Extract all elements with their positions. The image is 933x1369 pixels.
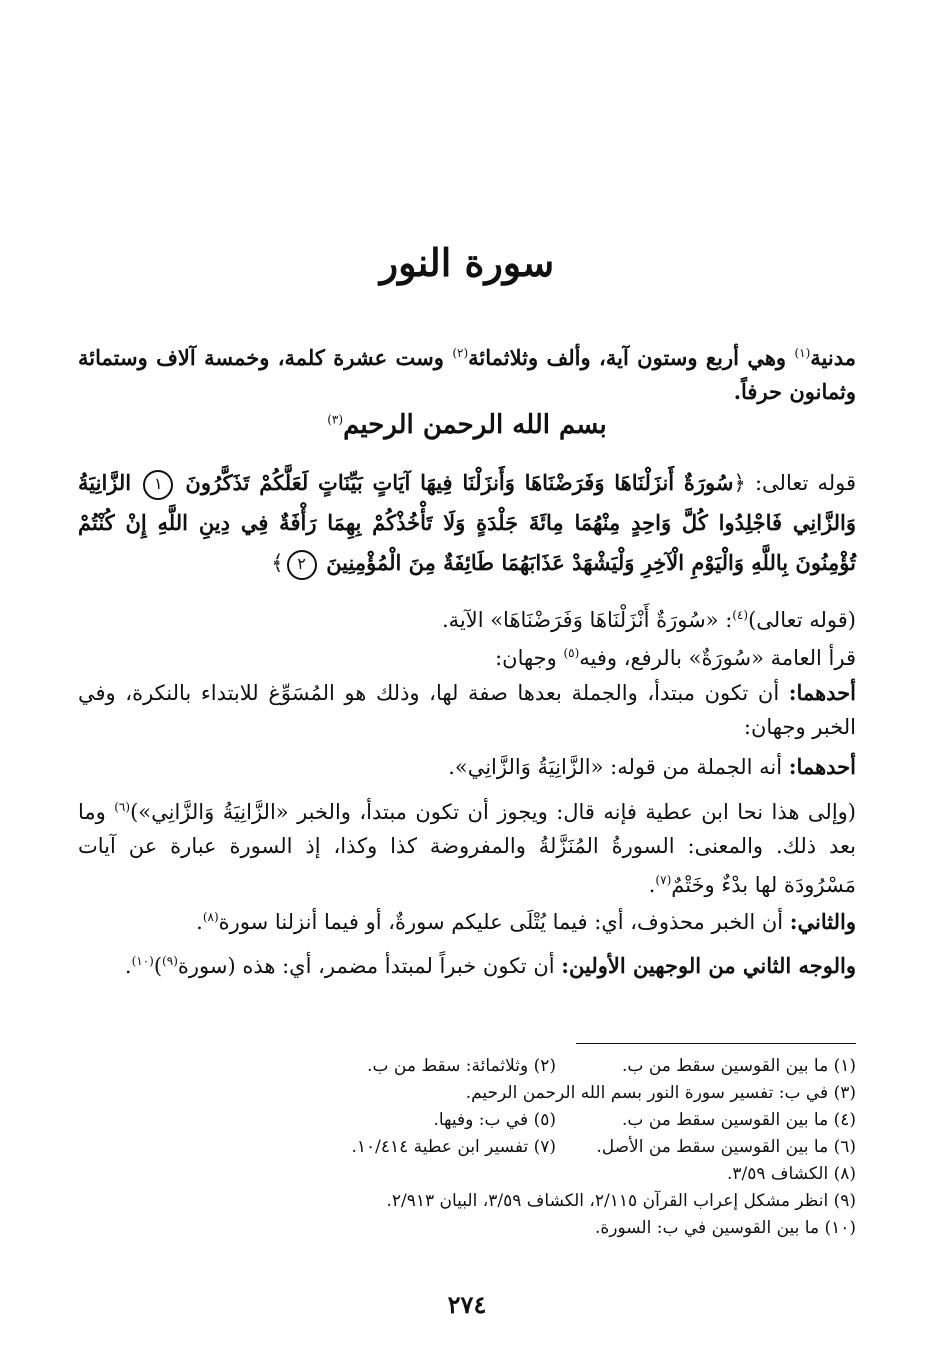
commentary-text: قرأ العامة «سُورَةٌ» بالرفع، وفيه [579,646,856,670]
commentary-text: أنه الجملة من قوله: «الزَّانِيَةُ وَالزَّانِي». [448,755,789,779]
intro-text-1: مدنية [810,345,856,370]
footnote-row [78,1107,856,1134]
footnote-9: (٩) انظر مشكل إعراب القرآن ٢/١١٥، الكشاف ٣/٥٩، البيان ٢/٩١٣. [386,1191,856,1211]
footnote-7: (٧) تفسير ابن عطية ١٠/٤١٤. [351,1137,556,1157]
verse-part-2: الزَّانِيَةُ وَالزَّانِي فَاجْلِدُوا كُلَّ وَاحِدٍ مِنْهُمَا مِائَةَ جَلْدَةٍ وَلَا تَأْخُذْكُمْ بِهِمَا رَأْفَةٌ فِي دِينِ اللَّهِ إِنْ كُنْتُمْ تُؤْمِنُونَ بِاللَّهِ وَالْيَوْمِ الْآخِرِ وَلْيَشْهَدْ عَذَابَهُمَا طَائِفَةٌ مِنَ الْمُؤْمِنِينَ [78,470,856,575]
commentary-line-1 [78,598,856,637]
footnote-5: (٥) في ب: وفيها. [433,1110,556,1130]
commentary-heading: أحدهما: [788,680,856,705]
commentary-heading: والثاني: [789,909,856,934]
surah-intro [78,336,856,409]
commentary-text: وجهان: [495,646,564,670]
commentary-text: (وإلى هذا نحا ابن عطية فإنه قال: ويجوز أن تكون مبتدأ، والخبر «الزَّانِيَةُ وَالزَّانِي») [130,800,856,824]
book-page [78,0,856,1369]
commentary-text: . [196,910,203,934]
footnote-ref: (٨) [202,910,219,924]
commentary-para-5 [78,790,856,902]
quran-verse [78,463,856,583]
commentary-text: . [648,873,656,897]
footnote-1: (١) ما بين القوسين سقط من ب. [622,1056,856,1076]
footnote-row [78,1188,856,1215]
verse-intro: قوله تعالى: ﴿ [733,471,856,495]
basmala-text: بسم الله الرحمن الرحيم [343,410,607,440]
ayah-number-2: ٢ [287,550,317,580]
footnote-row [78,1053,856,1080]
commentary-text: . [124,954,132,978]
footnote-divider [576,1043,856,1044]
basmala-note: (٣) [327,412,344,427]
commentary-line-2 [78,636,856,675]
commentary-para-4 [78,750,856,784]
footnote-8: (٨) الكشاف ٣/٥٩. [726,1164,856,1184]
commentary-text: وما بعد ذلك. والمعنى: السورةُ المُنَزَّلةُ والمفروضة كذا وكذا، إذ السورة عبارة عن آيات مَسْرُودَة لها بدْءٌ وخَتْمٌ [78,800,856,897]
commentary-para-6 [78,900,856,939]
footnote-ref: (٦) [114,800,131,814]
footnote-ref: (٥) [563,646,580,660]
footnote-ref: (٤) [732,608,749,622]
footnote-row [78,1215,856,1242]
ayah-number-1: ١ [143,470,173,500]
footnote-6: (٦) ما بين القوسين سقط من الأصل. [596,1137,856,1157]
footnote-ref: (٧) [655,873,672,887]
commentary-text: (قوله تعالى) [748,608,856,632]
intro-note-1: (١) [794,346,811,360]
footnote-row [78,1134,856,1161]
commentary-text: ) [153,954,163,978]
verse-close: ﴾ [271,551,284,575]
page-number: ٢٧٤ [447,1290,487,1319]
commentary-text: أن تكون مبتدأ، والجملة بعدها صفة لها، وذلك هو المُسَوِّغ للابتداء بالنكرة، وفي الخبر وجهان: [78,681,856,739]
intro-text-3: وست عشرة كلمة، وخمسة آلاف وستمائة وثمانون حرفاً. [78,345,856,404]
basmala [78,410,856,440]
commentary-text: : «سُورَةٌ أَنْزَلْنَاهَا وَفَرَضْنَاهَا» الآية. [441,608,733,632]
commentary-para-7 [78,944,856,983]
commentary-heading: والوجه الثاني من الوجهين الأولين: [561,953,856,978]
footnote-4: (٤) ما بين القوسين سقط من ب. [622,1110,856,1130]
footnote-row [78,1161,856,1188]
footnote-ref: (٩) [162,954,178,968]
intro-note-2: (٢) [452,346,469,360]
footnote-row [78,1080,856,1107]
surah-title: سورة النور [379,240,555,285]
footnote-10: (١٠) ما بين القوسين في ب: السورة. [594,1218,856,1238]
footnote-ref: (١٠) [131,954,154,968]
footnote-3: (٣) في ب: تفسير سورة النور بسم الله الرحمن الرحيم. [465,1083,856,1103]
commentary-text: أن تكون خبراً لمبتدأ مضمر، أي: هذه (سورة [177,954,562,978]
commentary-para-3 [78,676,856,744]
commentary-heading: أحدهما: [788,754,856,779]
verse-part-1: سُورَةٌ أَنزَلْنَاهَا وَفَرَضْنَاهَا وَأَنزَلْنَا فِيهَا آيَاتٍ بَيِّنَاتٍ لَعَلَّكُمْ تَذَكَّرُونَ [185,470,734,495]
intro-text-2: وهي أربع وستون آية، وألف وثلاثمائة [468,345,795,370]
footnote-2: (٢) وثلاثمائة: سقط من ب. [367,1056,556,1076]
footnotes [78,1053,856,1242]
commentary-text: أن الخبر محذوف، أي: فيما يُتْلَى عليكم سورةٌ، أو فيما أنزلنا سورة [218,910,790,934]
